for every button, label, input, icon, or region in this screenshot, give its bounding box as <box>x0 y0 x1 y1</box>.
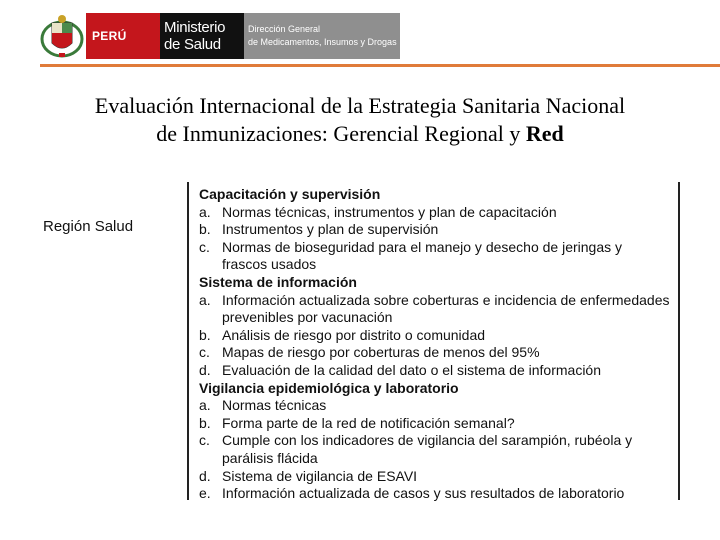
item-letter: c. <box>199 344 210 361</box>
list-item <box>199 468 670 486</box>
country-label: PERÚ <box>92 29 127 43</box>
item-text: Evaluación de la calidad del dato o el sistema de información <box>222 361 602 378</box>
list-item <box>199 327 670 345</box>
evaluation-checklist <box>187 182 680 500</box>
list-item <box>199 485 670 503</box>
title-line-2-bold: Red <box>525 121 564 146</box>
item-letter: d. <box>199 467 211 484</box>
item-text: Instrumentos y plan de supervisión <box>222 221 439 238</box>
item-letter: c. <box>199 432 210 449</box>
item-letter: b. <box>199 326 211 343</box>
list-item <box>199 415 670 433</box>
list-item <box>199 292 670 327</box>
item-text: Sistema de vigilancia de ESAVI <box>222 467 418 484</box>
item-text: Cumple con los indicadores de vigilancia del sarampión, rubéola y parálisis flácida <box>222 432 633 466</box>
item-text: Información actualizada de casos y sus resultados de laboratorio <box>222 485 625 502</box>
item-letter: a. <box>199 397 211 414</box>
ministry-line-1: Ministerio <box>164 19 226 36</box>
title-line-2 <box>0 120 720 148</box>
item-letter: a. <box>199 203 211 220</box>
directorate-line-2: de Medicamentos, Insumos y Drogas <box>248 37 397 47</box>
item-text: Normas técnicas <box>222 397 327 414</box>
item-text: Normas técnicas, instrumentos y plan de capacitación <box>222 203 557 220</box>
list-item <box>199 344 670 362</box>
ministry-line-2: de Salud <box>164 36 221 53</box>
list-item <box>199 204 670 222</box>
list-item <box>199 432 670 467</box>
item-letter: e. <box>199 485 211 502</box>
ministry-header <box>40 13 397 59</box>
section-title: Vigilancia epidemiológica y laboratorio <box>199 379 459 396</box>
peru-brand-box <box>86 13 160 59</box>
list-item <box>199 362 670 380</box>
item-letter: b. <box>199 414 211 431</box>
list-item <box>199 239 670 274</box>
title-line-2-main: de Inmunizaciones: Gerencial Regional y <box>156 121 526 146</box>
header-divider <box>40 64 720 67</box>
item-text: Mapas de riesgo por coberturas de menos del 95% <box>222 344 540 361</box>
item-letter: c. <box>199 238 210 255</box>
list-item <box>199 221 670 239</box>
section-title: Capacitación y supervisión <box>199 186 381 202</box>
item-letter: d. <box>199 361 211 378</box>
item-text: Forma parte de la red de notificación semanal? <box>222 414 515 431</box>
title-line-1: Evaluación Internacional de la Estrategia Sanitaria Nacional <box>94 93 626 118</box>
coat-of-arms-icon <box>40 13 84 59</box>
ministry-brand-box <box>160 13 244 59</box>
region-label: Región Salud <box>43 218 134 235</box>
list-item <box>199 397 670 415</box>
directorate-line-1: Dirección General <box>248 24 321 34</box>
item-text: Información actualizada sobre coberturas e incidencia de enfermedades prevenibles por vacunación <box>222 291 670 326</box>
item-text: Normas de bioseguridad para el manejo y desecho de jeringas y frascos usados <box>222 238 623 273</box>
item-letter: a. <box>199 291 211 308</box>
directorate-brand-box <box>244 13 400 59</box>
item-letter: b. <box>199 221 211 238</box>
item-text: Análisis de riesgo por distrito o comunidad <box>222 326 486 343</box>
slide-title <box>0 92 720 148</box>
section-title: Sistema de información <box>199 273 357 290</box>
